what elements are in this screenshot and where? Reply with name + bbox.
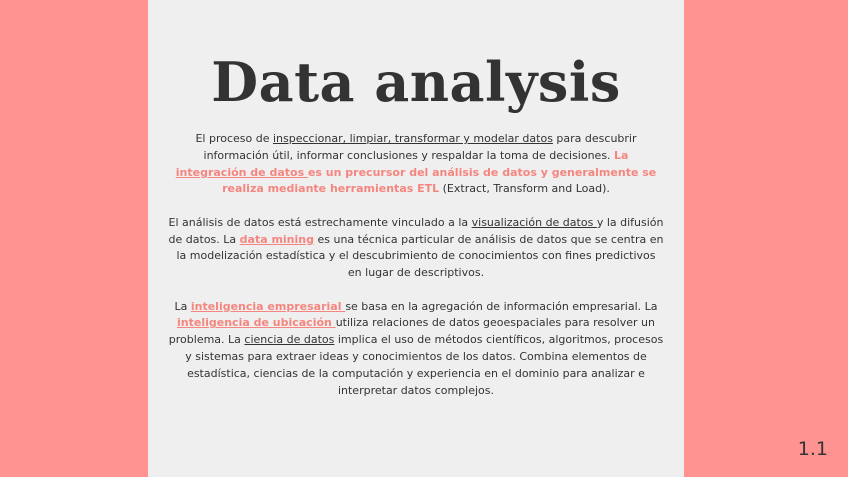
p1-text-a: El proceso de <box>195 132 273 145</box>
slide-card <box>148 0 684 477</box>
p1-highlight-text: es un precursor del análisis de datos y generalmente se realiza mediante herramientas ETL <box>222 165 657 196</box>
data-mining-link[interactable]: data mining <box>239 232 314 246</box>
data-integration-link[interactable]: integración de datos <box>175 165 308 179</box>
p2-text-a: El análisis de datos está estrechamente vinculado a la <box>168 215 472 229</box>
data-process-link[interactable]: inspeccionar, limpiar, transformar y modelar datos <box>272 132 553 145</box>
slide-title: Data analysis <box>211 50 621 114</box>
paragraph-etl <box>168 131 664 198</box>
p3-text-c: se basa en la agregación de información empresarial. La <box>345 299 658 313</box>
business-intelligence-link[interactable]: inteligencia empresarial <box>190 299 346 313</box>
p3-text-e: utiliza relaciones de datos geoespaciales para resolver un problema. La <box>168 316 655 347</box>
paragraph-business-intelligence <box>168 299 664 400</box>
p3-text-a: La <box>174 299 191 313</box>
p1-text-g: (Extract, Transform and Load). <box>439 182 610 196</box>
p2-text-e: es una técnica particular de análisis de datos que se centra en la modelización estadística y el descubrimiento de conocimientos con fines predictivos en lugar de descriptivos. <box>176 232 664 280</box>
page-number: 1.1 <box>797 438 828 460</box>
data-visualization-link[interactable]: visualización de datos <box>471 215 597 229</box>
p2-text-c: y la difusión de datos. La <box>168 215 664 246</box>
slide-body <box>168 131 664 416</box>
paragraph-visualization <box>168 215 664 282</box>
p1-text-d: La <box>614 148 629 162</box>
data-science-link[interactable]: ciencia de datos <box>244 333 335 347</box>
location-intelligence-link[interactable]: inteligencia de ubicación <box>177 316 336 330</box>
p1-text-c: para descubrir información útil, informar conclusiones y respaldar la toma de decisiones. <box>203 132 637 162</box>
p3-text-g: implica el uso de métodos científicos, algoritmos, procesos y sistemas para extraer ideas y conocimientos de los datos. Combina elementos de estadística, ciencias de la computación y experiencia en el dominio para analizar e interpretar datos complejos. <box>185 333 664 397</box>
